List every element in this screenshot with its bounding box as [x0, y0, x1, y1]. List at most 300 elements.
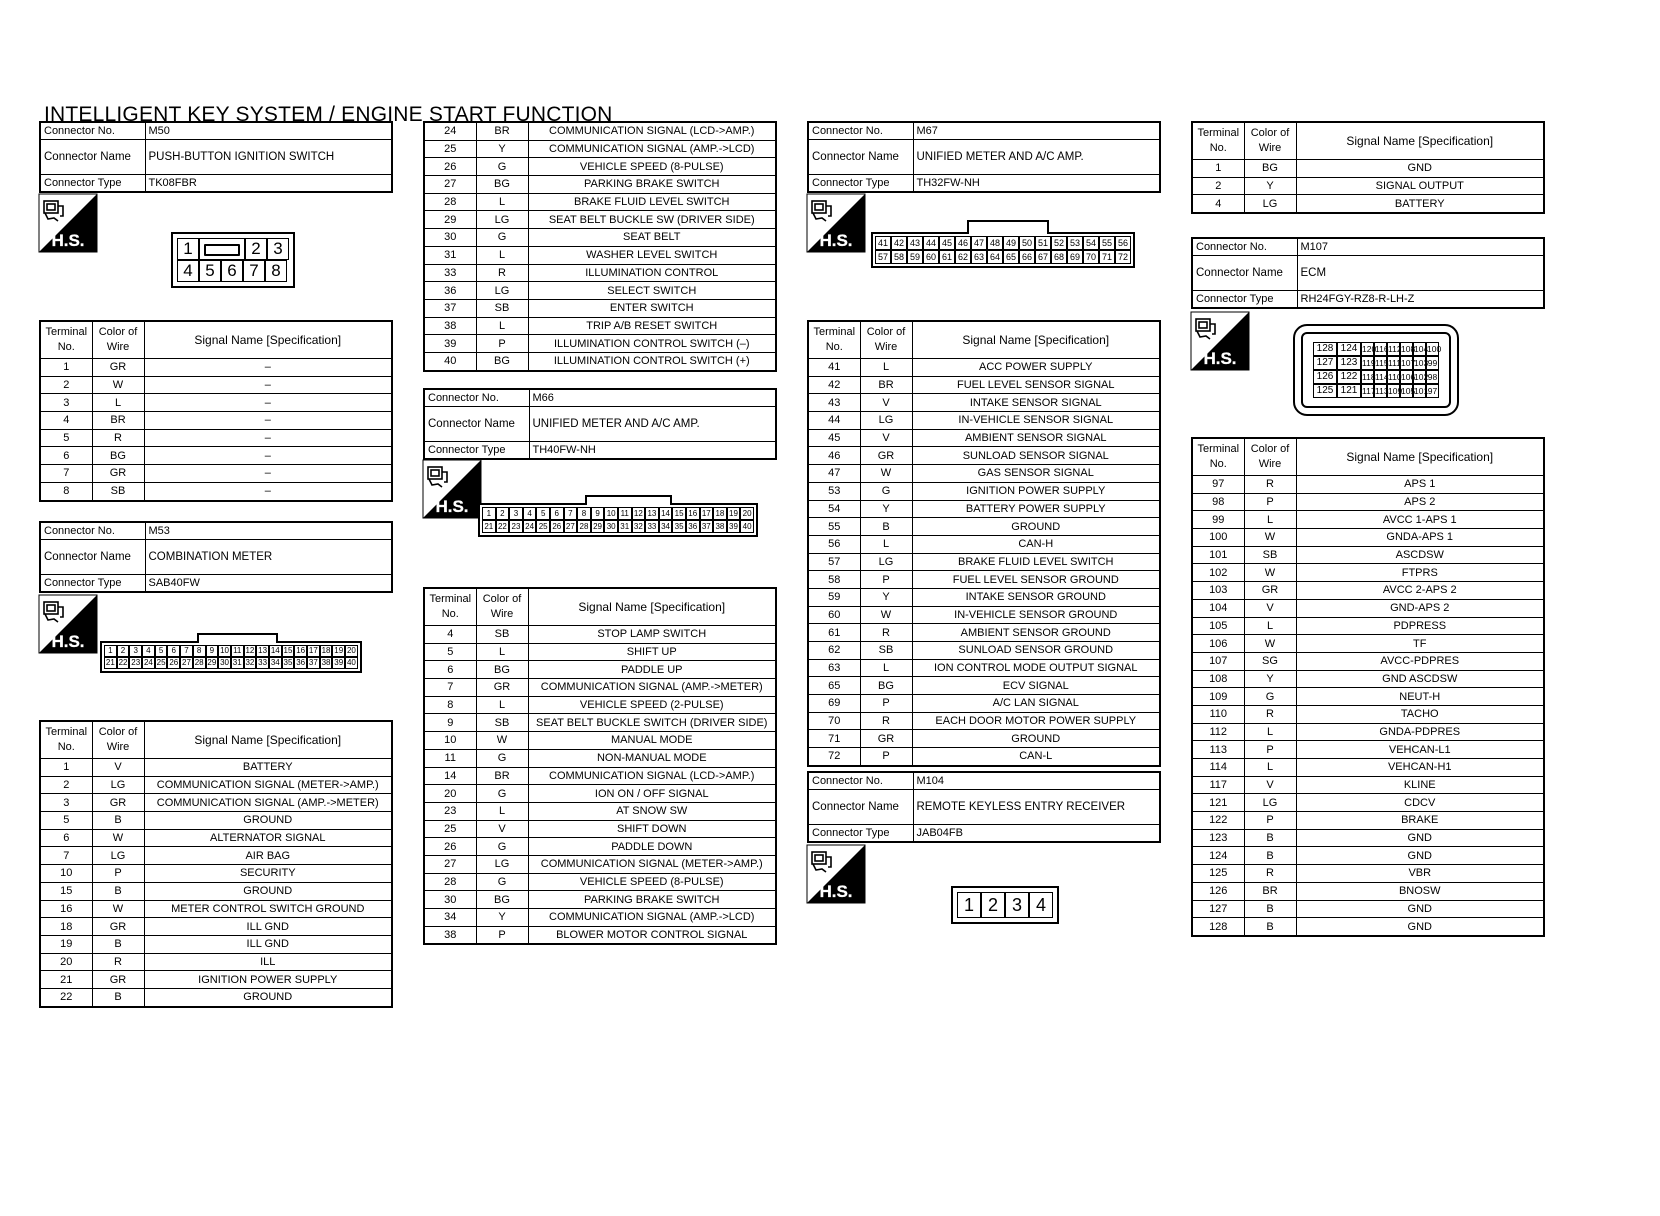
wire-color: V [92, 759, 144, 777]
connector-pin: 98 [1427, 372, 1438, 382]
terminal-no: 23 [424, 802, 476, 820]
terminal-no: 59 [808, 588, 860, 606]
hs-label: H.S. [51, 231, 85, 250]
terminal-no: 36 [424, 282, 476, 300]
signal-name: COMMUNICATION SIGNAL (AMP.->LCD) [528, 909, 776, 927]
terminal-no: 109 [1192, 688, 1244, 706]
connector-type-value: JAB04FB [913, 825, 1160, 843]
connector-pin: 40 [740, 520, 754, 533]
table-row [1192, 847, 1544, 865]
connector-pin: 8 [577, 507, 591, 520]
connector-type-value: TH32FW-NH [913, 175, 1160, 193]
table-row [424, 661, 776, 679]
signal-name: GNDA-APS 1 [1296, 529, 1544, 547]
signal-name: GROUND [912, 730, 1160, 748]
signal-name: BRAKE FLUID LEVEL SWITCH [528, 193, 776, 211]
wire-color: W [1244, 635, 1296, 653]
pin-row [957, 892, 1053, 918]
table-row [40, 900, 392, 918]
table-row [808, 394, 1160, 412]
signal-name: GND [1296, 900, 1544, 918]
table-row [40, 376, 392, 394]
terminal-no: 38 [424, 317, 476, 335]
wire-color: G [1244, 688, 1296, 706]
table-row [424, 714, 776, 732]
table-row [40, 988, 392, 1006]
signal-name: CAN-L [912, 748, 1160, 766]
connector-pin: 6 [550, 507, 564, 520]
wire-color: R [1244, 865, 1296, 883]
table-row [1192, 723, 1544, 741]
connector-pin: 27 [564, 520, 578, 533]
terminal-no: 25 [424, 140, 476, 158]
connector-pin: 4 [523, 507, 537, 520]
terminal-no: 104 [1192, 599, 1244, 617]
connector-face-m104 [951, 886, 1059, 924]
signal-name: NON-MANUAL MODE [528, 749, 776, 767]
wire-color: GR [92, 794, 144, 812]
table-row [424, 246, 776, 264]
terminal-no: 112 [1192, 723, 1244, 741]
signal-name: BATTERY [1296, 195, 1544, 213]
connector-pin: 15 [283, 646, 293, 655]
wire-color: L [476, 696, 528, 714]
connector-pin: 70 [1083, 250, 1099, 264]
connector-pin: 3 [1005, 892, 1029, 918]
table-row [1192, 617, 1544, 635]
connector-pin: 36 [686, 520, 700, 533]
table-row [424, 643, 776, 661]
terminal-no: 122 [1192, 812, 1244, 830]
signal-name: ECV SIGNAL [912, 677, 1160, 695]
terminal-no: 10 [424, 732, 476, 750]
hs-badge [1191, 312, 1249, 370]
terminal-no: 44 [808, 412, 860, 430]
connector-housing [1293, 324, 1459, 416]
signal-name: – [144, 447, 392, 465]
table-row [424, 299, 776, 317]
connector-pin: 57 [875, 250, 891, 264]
connector-pin: 1 [957, 892, 981, 918]
terminal-no: 14 [424, 767, 476, 785]
connector-pin: 110 [1388, 372, 1402, 382]
connector-pin: 31 [232, 658, 242, 667]
connector-face-m67 [871, 232, 1135, 268]
signal-name: COMMUNICATION SIGNAL (METER->AMP.) [528, 855, 776, 873]
signal-name: TACHO [1296, 705, 1544, 723]
connector-icon [44, 201, 63, 221]
terminal-no: 72 [808, 748, 860, 766]
table-row [40, 953, 392, 971]
wire-color: P [1244, 812, 1296, 830]
terminal-no: 26 [424, 838, 476, 856]
signal-name: COMMUNICATION SIGNAL (AMP.->METER) [528, 679, 776, 697]
table-row [1192, 529, 1544, 547]
table-row [424, 679, 776, 697]
terminal-no-header: Terminal No. [808, 321, 860, 359]
table-row [424, 767, 776, 785]
wire-color: GR [1244, 582, 1296, 600]
signal-name: CDCV [1296, 794, 1544, 812]
connector-housing [171, 232, 295, 288]
signal-name: VEHICLE SPEED (2-PULSE) [528, 696, 776, 714]
table-row [808, 730, 1160, 748]
terminal-no-header: Terminal No. [40, 721, 92, 759]
signal-name: ALTERNATOR SIGNAL [144, 829, 392, 847]
pin-row [177, 238, 289, 260]
wire-color: V [1244, 599, 1296, 617]
color-of-wire-header: Color of Wire [860, 321, 912, 359]
signal-name: ILL [144, 953, 392, 971]
terminal-no: 43 [808, 394, 860, 412]
terminal-no: 108 [1192, 670, 1244, 688]
connector-pin: 10 [220, 646, 229, 655]
terminal-no: 3 [40, 394, 92, 412]
terminal-no: 65 [808, 677, 860, 695]
connector-pin: 103 [1414, 358, 1429, 368]
wire-color: B [1244, 847, 1296, 865]
connector-pin: 59 [907, 250, 923, 264]
connector-pin: 6 [167, 645, 180, 657]
wire-color: L [1244, 723, 1296, 741]
signal-name: GND [1296, 847, 1544, 865]
table-row [424, 158, 776, 176]
connector-pin: 8 [193, 645, 206, 657]
table-row [424, 211, 776, 229]
table-row [1192, 812, 1544, 830]
connector-pin: 1 [104, 645, 117, 657]
pin-row [177, 260, 289, 282]
wire-color: W [92, 829, 144, 847]
pin-row [1313, 356, 1439, 370]
terminal-no: 69 [808, 695, 860, 713]
table-row [1192, 564, 1544, 582]
connector-pin: 7 [243, 260, 265, 282]
signal-name: INTAKE SENSOR GROUND [912, 588, 1160, 606]
table-row [1192, 865, 1544, 883]
connector-pin: 123 [1337, 356, 1361, 370]
hs-badge [39, 194, 97, 252]
signal-name: BNOSW [1296, 882, 1544, 900]
terminal-no: 40 [424, 352, 476, 370]
wire-color: GR [92, 971, 144, 989]
connector-name-value: COMBINATION METER [145, 540, 392, 575]
signal-name: VEHCAN-H1 [1296, 759, 1544, 777]
connector-type-label: Connector Type [424, 442, 529, 460]
table-row [424, 855, 776, 873]
connector-icon [428, 467, 447, 487]
wire-color: L [860, 535, 912, 553]
connector-pin: 55 [1099, 236, 1115, 250]
signal-name: PARKING BRAKE SWITCH [528, 891, 776, 909]
terminal-no: 8 [40, 482, 92, 500]
signal-name: AVCC 2-APS 2 [1296, 582, 1544, 600]
terminal-no: 11 [424, 749, 476, 767]
terminal-no: 6 [40, 447, 92, 465]
signal-name: – [144, 394, 392, 412]
signal-name: BATTERY POWER SUPPLY [912, 500, 1160, 518]
table-row [1192, 546, 1544, 564]
signal-name: SELECT SWITCH [528, 282, 776, 300]
connector-latch [585, 495, 672, 505]
wire-color: GR [476, 679, 528, 697]
terminal-no: 27 [424, 855, 476, 873]
wire-color: BR [1244, 882, 1296, 900]
connector-housing [871, 232, 1135, 268]
table-row [40, 812, 392, 830]
wire-color: L [476, 317, 528, 335]
connector-pin: 108 [1401, 344, 1416, 354]
pin-row [875, 236, 1131, 250]
connector-pin: 22 [118, 658, 128, 667]
terminal-no-header: Terminal No. [424, 588, 476, 626]
connector-pin: 109 [1388, 386, 1403, 396]
wire-color: P [860, 748, 912, 766]
terminal-no: 30 [424, 891, 476, 909]
signal-name: AVCC 1-APS 1 [1296, 511, 1544, 529]
connector-pin: 119 [1362, 358, 1376, 368]
signal-name: GROUND [144, 812, 392, 830]
wire-color: W [92, 376, 144, 394]
connector-pin: 126 [1313, 370, 1337, 384]
connector-pin: 2 [245, 238, 267, 260]
signal-name: AMBIENT SENSOR GROUND [912, 624, 1160, 642]
wire-color: LG [860, 553, 912, 571]
wire-color: GR [860, 447, 912, 465]
table-row [808, 606, 1160, 624]
connector-pin: 102 [1414, 372, 1429, 382]
terminal-no: 123 [1192, 829, 1244, 847]
connector-no-value: M53 [145, 522, 392, 540]
color-of-wire-header: Color of Wire [1244, 438, 1296, 476]
terminal-no: 117 [1192, 776, 1244, 794]
connector-pin: 111 [1388, 358, 1401, 368]
terminal-no: 29 [424, 211, 476, 229]
connector-name-label: Connector Name [40, 540, 145, 575]
connector-icon [44, 602, 63, 622]
table-row [808, 482, 1160, 500]
wire-color: P [476, 335, 528, 353]
terminal-no: 100 [1192, 529, 1244, 547]
signal-name: COMMUNICATION SIGNAL (METER->AMP.) [144, 776, 392, 794]
wire-color: BG [860, 677, 912, 695]
signal-name: GROUND [912, 518, 1160, 536]
terminal-no: 2 [40, 776, 92, 794]
connector-pin: 51 [1035, 236, 1051, 250]
connector-no-value: M67 [913, 122, 1160, 140]
table-row [40, 865, 392, 883]
connector-pin: 128 [1313, 342, 1337, 356]
connector-name-value: PUSH-BUTTON IGNITION SWITCH [145, 140, 392, 175]
terminal-no: 18 [40, 918, 92, 936]
connector-pin: 53 [1067, 236, 1083, 250]
table-row [1192, 599, 1544, 617]
wire-color: P [92, 865, 144, 883]
connector-pin: 23 [509, 520, 523, 533]
table-row [1192, 511, 1544, 529]
connector-pin: 24 [143, 658, 153, 667]
terminal-no: 106 [1192, 635, 1244, 653]
signal-name: GROUND [144, 882, 392, 900]
terminal-no: 46 [808, 447, 860, 465]
table-row [40, 776, 392, 794]
terminal-no: 7 [40, 465, 92, 483]
connector-housing [100, 641, 362, 673]
connector-pin: 116 [1375, 344, 1389, 354]
wire-color: BR [476, 122, 528, 140]
table-row [424, 352, 776, 370]
connector-pin: 5 [536, 507, 550, 520]
terminal-no: 105 [1192, 617, 1244, 635]
table-row [1192, 493, 1544, 511]
connector-pin: 117 [1362, 386, 1376, 396]
signal-name: METER CONTROL SWITCH GROUND [144, 900, 392, 918]
table-row [1192, 688, 1544, 706]
connector-pin: 105 [1401, 386, 1416, 396]
page-title: INTELLIGENT KEY SYSTEM / ENGINE START FUNCTION [44, 103, 613, 126]
connector-pin: 97 [1427, 386, 1438, 396]
wire-color: W [476, 732, 528, 750]
connector-pin: 124 [1337, 342, 1361, 356]
table-row [808, 447, 1160, 465]
wire-color: R [1244, 476, 1296, 494]
terminal-no: 21 [40, 971, 92, 989]
terminal-no: 25 [424, 820, 476, 838]
wire-color: LG [1244, 794, 1296, 812]
terminal-no: 128 [1192, 918, 1244, 936]
signal-name: FUEL LEVEL SENSOR SIGNAL [912, 376, 1160, 394]
terminal-no: 114 [1192, 759, 1244, 777]
connector-pin: 24 [523, 520, 537, 533]
connector-pin: 48 [987, 236, 1003, 250]
connector-no-label: Connector No. [1192, 238, 1297, 256]
terminal-no: 6 [424, 661, 476, 679]
hs-label: H.S. [435, 497, 469, 516]
terminal-no: 110 [1192, 705, 1244, 723]
connector-pin: 115 [1375, 358, 1389, 368]
signal-name-header: Signal Name [Specification] [1296, 438, 1544, 476]
wire-color: V [1244, 776, 1296, 794]
terminal-no: 38 [424, 926, 476, 944]
signal-name: – [144, 376, 392, 394]
wire-color: V [860, 394, 912, 412]
connector-pin: 62 [955, 250, 971, 264]
connector-pin: 120 [1362, 344, 1377, 354]
signal-name: PARKING BRAKE SWITCH [528, 176, 776, 194]
wire-color: L [476, 643, 528, 661]
connector-type-value: TK08FBR [145, 175, 392, 193]
wire-color: SB [92, 482, 144, 500]
connector-no-label: Connector No. [40, 522, 145, 540]
terminal-no: 5 [40, 429, 92, 447]
terminal-no: 20 [40, 953, 92, 971]
hs-label: H.S. [51, 632, 85, 651]
wire-color: SB [860, 642, 912, 660]
table-row [40, 447, 392, 465]
table-row [40, 935, 392, 953]
wire-color: B [92, 935, 144, 953]
connector-pin: 1 [482, 507, 496, 520]
signal-name: BRAKE FLUID LEVEL SWITCH [912, 553, 1160, 571]
table-row [808, 624, 1160, 642]
wire-color: BG [476, 891, 528, 909]
connector-pin: 31 [618, 520, 632, 533]
table-row [808, 429, 1160, 447]
table-row [424, 820, 776, 838]
connector-pin: 32 [245, 658, 255, 667]
terminal-no: 45 [808, 429, 860, 447]
connector-pin: 50 [1019, 236, 1035, 250]
connector-pin: 39 [727, 520, 741, 533]
table-row [40, 759, 392, 777]
table-row [1192, 882, 1544, 900]
wire-color: Y [476, 140, 528, 158]
connector-no-value: M104 [913, 772, 1160, 790]
color-of-wire-header: Color of Wire [92, 321, 144, 359]
connector-type-label: Connector Type [1192, 291, 1297, 309]
connector-type-label: Connector Type [808, 175, 913, 193]
wire-color: V [860, 429, 912, 447]
connector-name-value: UNIFIED METER AND A/C AMP. [913, 140, 1160, 175]
signal-name: – [144, 412, 392, 430]
table-row [424, 140, 776, 158]
table-row [808, 553, 1160, 571]
table-row [1192, 759, 1544, 777]
table-row [1192, 652, 1544, 670]
connector-pin: 34 [659, 520, 673, 533]
signal-name: GAS SENSOR SIGNAL [912, 465, 1160, 483]
connector-pin: 16 [686, 507, 700, 520]
terminal-no: 98 [1192, 493, 1244, 511]
connector-pin: 61 [939, 250, 955, 264]
signal-name: CAN-H [912, 535, 1160, 553]
wire-color: P [1244, 741, 1296, 759]
connector-pin: 20 [346, 646, 356, 655]
connector-pin: 9 [591, 507, 605, 520]
table-row [424, 732, 776, 750]
pin-row [1313, 370, 1439, 384]
signal-name: ILL GND [144, 918, 392, 936]
wire-color: W [92, 900, 144, 918]
table-row [808, 588, 1160, 606]
pin-row [482, 507, 754, 520]
wire-color: L [1244, 759, 1296, 777]
connector-pin: 27 [182, 658, 191, 667]
table-row [424, 626, 776, 644]
signal-name-header: Signal Name [Specification] [912, 321, 1160, 359]
hs-label: H.S. [819, 882, 853, 901]
terminal-no: 71 [808, 730, 860, 748]
wire-color: R [476, 264, 528, 282]
signal-name: ION CONTROL MODE OUTPUT SIGNAL [912, 659, 1160, 677]
wire-color: L [476, 802, 528, 820]
signal-name: APS 1 [1296, 476, 1544, 494]
wire-color: L [476, 246, 528, 264]
signal-name: COMMUNICATION SIGNAL (LCD->AMP.) [528, 767, 776, 785]
wire-color: BG [1244, 160, 1296, 178]
terminal-no: 4 [40, 412, 92, 430]
pin-row [1313, 342, 1442, 356]
table-row [1192, 670, 1544, 688]
connector-housing [951, 886, 1059, 924]
connector-pin: 6 [221, 260, 243, 282]
signal-name: COMMUNICATION SIGNAL (AMP.->METER) [144, 794, 392, 812]
terminal-no: 125 [1192, 865, 1244, 883]
signal-name: NEUT-H [1296, 688, 1544, 706]
connector-pin: 10 [604, 507, 618, 520]
terminal-no: 20 [424, 785, 476, 803]
terminal-no: 5 [424, 643, 476, 661]
